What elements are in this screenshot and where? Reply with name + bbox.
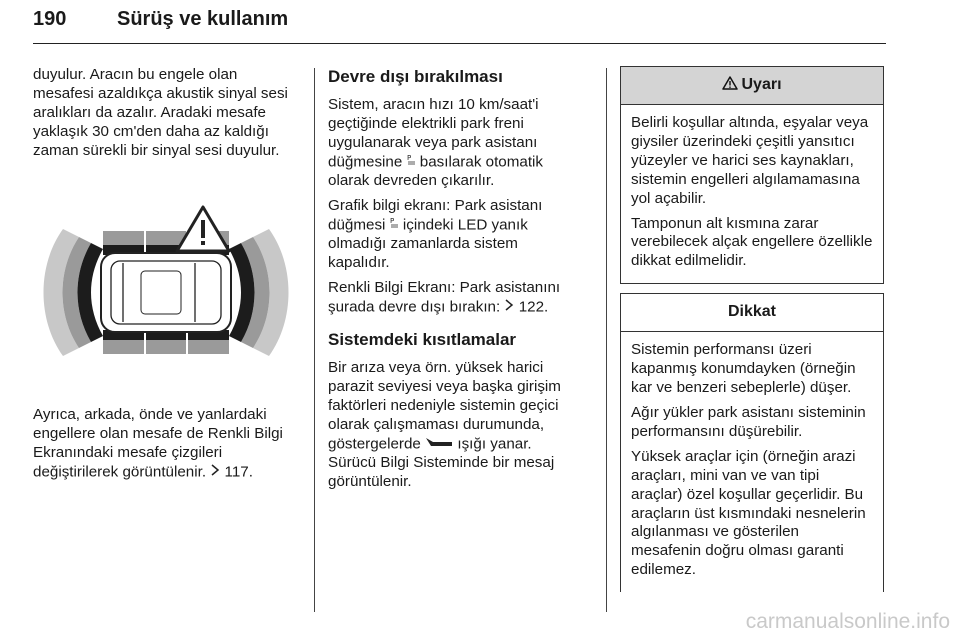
- paragraph: Tamponun alt kısmına zarar verebilecek alçak engellere özellikle dikkat edilmelidir.: [631, 214, 873, 270]
- page-number: 190: [33, 8, 67, 30]
- warning-box-body: [621, 105, 883, 283]
- heading-deactivation: Devre dışı bırakılması: [328, 67, 503, 86]
- column-divider: [314, 68, 315, 612]
- paragraph: Grafik bilgi ekranı: Park asistanı düğmesi P içindeki LED yanık olmadığı zamanlarda sistem kapalıdır.: [328, 197, 543, 272]
- column-3: [620, 66, 884, 592]
- caution-box-title: Dikkat: [621, 294, 883, 332]
- heading-limitations: Sistemdeki kısıtlamalar: [328, 330, 517, 350]
- section-title: Sürüş ve kullanım: [117, 8, 289, 30]
- paragraph: Renkli Bilgi Ekranı: Park asistanını şurada devre dışı bırakın: 122.: [328, 279, 561, 316]
- warning-box-title: Uyarı: [621, 67, 883, 105]
- column-divider: [606, 68, 607, 612]
- park-assist-fault-indicator-icon: [425, 435, 453, 454]
- page-reference-arrow-icon: [210, 463, 220, 482]
- column-1: [33, 66, 301, 167]
- paragraph: Sistem, aracın hızı 10 km/saat'i geçtiğinde elektrikli park freni uygulanarak veya park asistanı düğmesine P basılarak otomatik olarak devreden çıkarılır.: [328, 96, 544, 190]
- car-sensor-diagram: [33, 205, 299, 380]
- park-assist-button-icon: [390, 216, 399, 235]
- caution-box: [620, 293, 884, 592]
- page-reference-arrow-icon: [504, 298, 514, 317]
- header-divider: [33, 43, 886, 44]
- svg-text:P: P: [406, 153, 411, 162]
- paragraph: Belirli koşullar altında, eşyalar veya giysiler üzerindeki çeşitli yansıtıcı yüzeyler ve harici ses kaynakları, sistemin engelleri algılamamasına yol açabilir.: [631, 114, 869, 207]
- paragraph: Ağır yükler park asistanı sisteminin performansını düşürebilir.: [631, 403, 866, 440]
- paragraph: duyulur. Aracın bu engele olan mesafesi azaldıkça akustik sinyal sesi aralıkları da azalır. Aradaki mesafe yaklaşık 30 cm'den daha az kaldığı zaman sürekli bir sinyal sesi duyulur.: [33, 66, 288, 159]
- parking-sensor-illustration: [33, 205, 299, 380]
- paragraph: Ayrıca, arkada, önde ve yanlardaki engellere olan mesafe de Renkli Bilgi Ekranındaki mesafe çizgileri değiştirilerek görüntülenir. 117.: [33, 406, 283, 481]
- column-1-lower: [33, 406, 301, 488]
- column-2: [328, 66, 583, 498]
- page-header: [33, 8, 885, 42]
- warning-triangle-icon: [722, 76, 738, 96]
- warning-box: [620, 66, 884, 284]
- caution-box-body: [621, 332, 883, 592]
- watermark: carmanualsonline.info: [745, 610, 950, 633]
- park-assist-button-icon: [407, 153, 416, 172]
- paragraph: Bir arıza veya örn. yüksek harici parazit seviyesi veya başka girişim faktörleri nedeniyle sistemin geçici olarak çalışmaması durumunda, göstergelerde ışığı yanar. Sürücü Bilgi Sisteminde bir mesaj görüntülenir.: [328, 359, 561, 491]
- svg-text:P: P: [389, 216, 394, 225]
- warning-triangle-icon: [177, 207, 229, 251]
- paragraph: Sistemin performansı üzeri kapanmış konumdayken (örneğin kar ve benzeri sebeplerle) düşer.: [631, 341, 856, 397]
- paragraph: Yüksek araçlar için (örneğin arazi araçları, mini van ve van tipi araçlar) özel koşullar geçerlidir. Bu araçların üst kısmındaki nesnelerin algılanması ve gösterilen mesafenin doğru olması garanti edilemez.: [631, 447, 866, 579]
